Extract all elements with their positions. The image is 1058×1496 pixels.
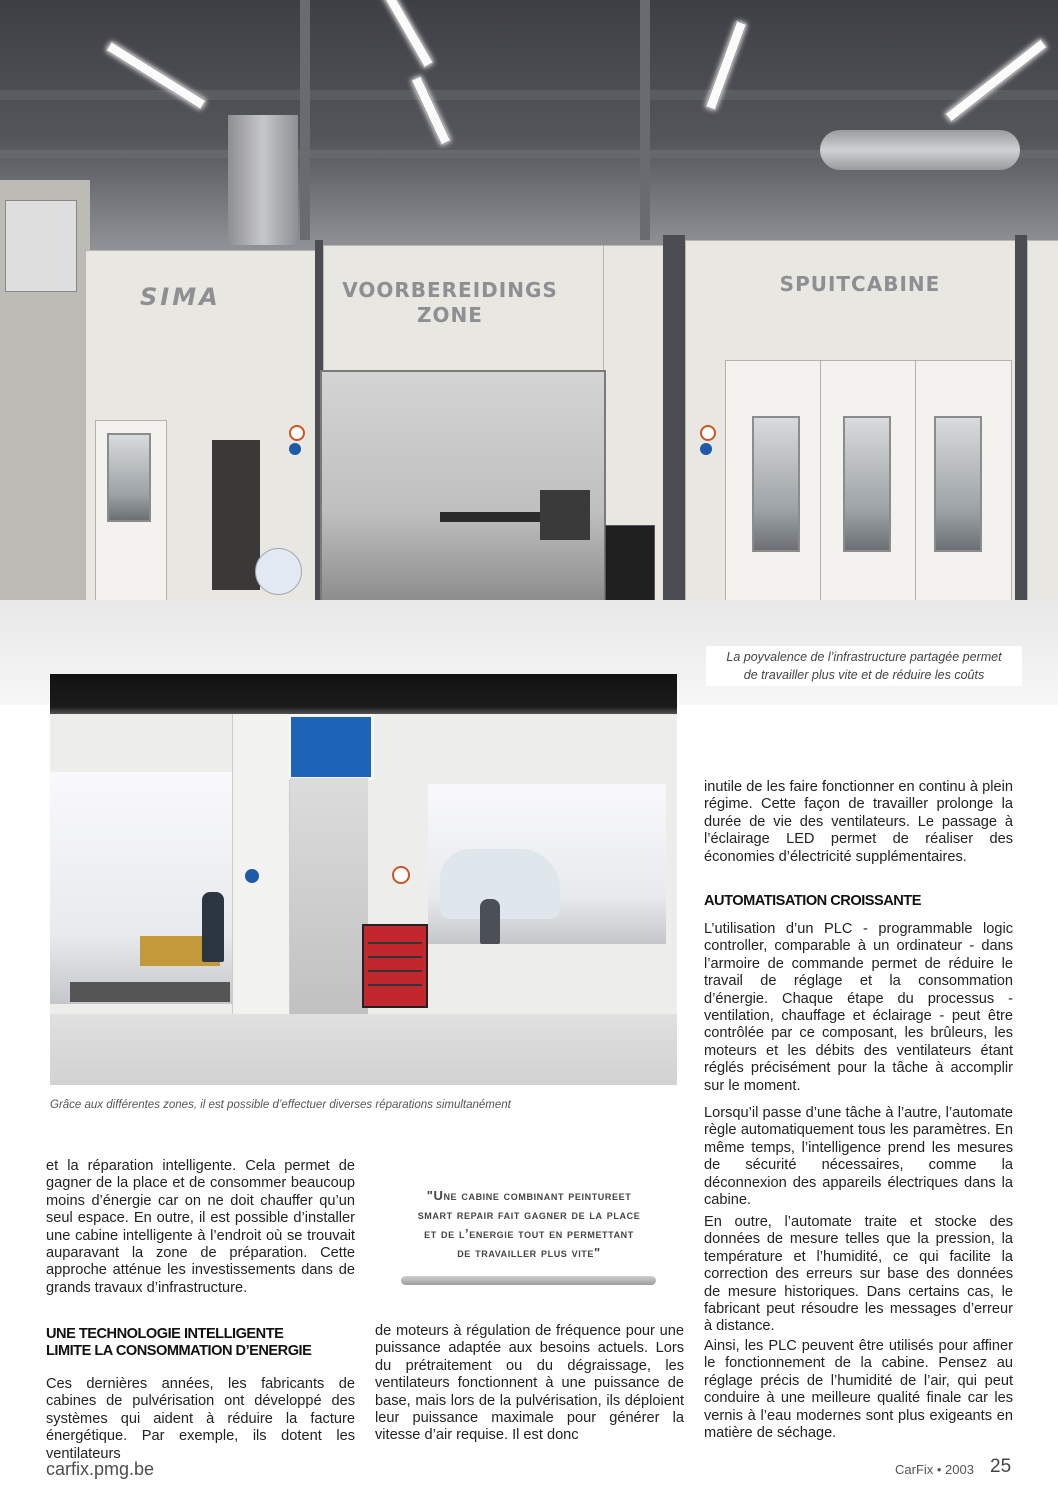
ceiling-light [945, 39, 1048, 123]
caption-middle-photo: Grâce aux différentes zones, il est possible d’effectuer diverses réparations simultanément [50, 1099, 511, 1111]
sign-preparation-line1: VOORBEREIDINGS [342, 278, 558, 302]
no-fire-icon [289, 425, 305, 441]
footer-magazine-issue: CarFix • 2003 [895, 1462, 974, 1477]
footer-website-link[interactable]: carfix.pmg.be [46, 1459, 155, 1479]
pull-quote [385, 1186, 673, 1262]
photo-booth-zones [50, 674, 677, 1085]
ventilation-duct [820, 130, 1020, 170]
center-pillar [232, 714, 290, 1029]
paper-roll [255, 548, 302, 595]
passage-window [288, 714, 374, 780]
column1-intro: et la réparation intelligente. Cela permet de gagner de la place et de consommer beaucoup moins d’énergie car on ne doit chauffer qu’un seul espace. En outre, il est possible d’installer une cabine intelligente à l’endroit où se trouvait auparavant la zone de préparation. Cette approche atténue les investissements dans de grands travaux d’infrastructure. [46, 1158, 355, 1296]
tool-cabinet [540, 490, 590, 540]
booth-pillar [663, 235, 685, 605]
ceiling-light [378, 0, 434, 68]
spray-booth-window [752, 416, 800, 552]
page-number: 25 [990, 1456, 1012, 1477]
heading1-line2: LIMITE LA CONSOMMATION D’ENERGIE [46, 1343, 312, 1359]
column1-body: Ces dernières années, les fabricants de cabines de pulvérisation ont développé des systèmes qui aident à réduire la facture énergétique. Par exemple, ils dotent les ventilateurs [46, 1376, 355, 1462]
column3-paragraph4: En outre, l’automate traite et stocke des données de mesure telles que la pression, la température et l’humidité, ce qui facilite la correction des erreurs sur base des données de mesure historiques. Dans certains cas, le fabricant peut résoudre les messages d’erreur à distance. [704, 1214, 1013, 1335]
left-repair-zone [50, 772, 232, 1004]
sima-logo: SIMA [140, 283, 221, 311]
quote-line3: et de l’energie tout en permettant [424, 1226, 634, 1241]
sign-preparation-zone [330, 278, 570, 328]
ceiling-light [411, 76, 451, 146]
spray-booth-window [934, 416, 982, 552]
mandatory-icon [289, 443, 301, 455]
cart-drawer [368, 984, 422, 986]
ceiling-beam [300, 0, 310, 240]
ceiling-beam [640, 0, 650, 240]
column3-paragraph5: Ainsi, les PLC peuvent être utilisés pour affiner le fonctionnement de la cabine. Pensez au réglage précis de l’humidité de l’air, qui peut conduire à une meilleure qualité finale car les vernis à l’eau modernes sont plus exigeants en matière de séchage. [704, 1338, 1013, 1442]
caption-top-photo [706, 646, 1022, 686]
control-panel [212, 440, 260, 590]
photo-paint-booth-facility [0, 0, 1058, 705]
mandatory-icon [700, 443, 712, 455]
work-table [440, 512, 545, 522]
heading-automation: AUTOMATISATION CROISSANTE [704, 893, 921, 909]
booth-floor [50, 1014, 677, 1085]
cart-drawer [368, 956, 422, 958]
column2-body: de moteurs à régulation de fréquence pour une puissance adaptée aux besoins actuels. Lors du prétraitement ou du dégraissage, les ventilateurs fonctionnent à une puissance de base, mais lors de la pulvérisation, ils déploient leur puissance maximale pour générer la vitesse d’air requise. Il est donc [375, 1323, 684, 1444]
column3-paragraph2: L’utilisation d’un PLC - programmable logic controller, comparable à un ordinateur - dans l’armoire de commande permet de réduire le travail de réglage et la consommation d’énergie. Chaque étape du processus - ventilation, chauffage et éclairage - peut être contrôlée par ce composant, les brûleurs, les moteurs et les débits des ventilateurs étant réglés précisément pour la tâche à accomplir sur le moment. [704, 921, 1013, 1094]
quote-line1: "Une cabine combinant peintureet [426, 1188, 632, 1203]
no-fire-icon [392, 866, 410, 884]
car-under-cover [440, 849, 560, 919]
heading1-line1: UNE TECHNOLOGIE INTELLIGENTE [46, 1326, 284, 1342]
caption-top-line2: de travailler plus vite et de réduire les coûts [743, 668, 985, 682]
booth-wall-far-right [1027, 240, 1058, 612]
quote-line4: de travailler plus vite" [457, 1245, 601, 1260]
left-zone-grate [70, 982, 230, 1002]
sign-preparation-line2: ZONE [417, 303, 483, 327]
column3-paragraph1: inutile de les faire fonctionner en continu à plein régime. Cette façon de travailler prolonge la durée de vie des ventilateurs. Le passage à l’éclairage LED permet de réaliser des économies d’électricité supplémentaires. [704, 779, 1013, 865]
column3-paragraph3: Lorsqu’il passe d’une tâche à l’autre, l’automate règle automatiquement tous les paramètres. En même temps, l’intelligence prend les mesures de sécurité nécessaires, comme la déconnexion des appareils électriques dans la cabine. [704, 1105, 1013, 1209]
spray-booth-window [843, 416, 891, 552]
ceiling-beam [0, 90, 1058, 100]
red-tool-cart [362, 924, 428, 1008]
quote-divider [401, 1276, 656, 1285]
mechanic [202, 892, 224, 962]
mandatory-icon [245, 869, 259, 883]
heading-intelligent-technology [46, 1326, 366, 1360]
painter [480, 899, 500, 944]
preparation-zone-opening [320, 370, 606, 606]
quote-line2: smart repair fait gagner de la place [417, 1207, 641, 1222]
booth-pillar [1015, 235, 1027, 610]
caption-top-line1: La poyvalence de l’infrastructure partagée permet [726, 650, 1002, 664]
passage [290, 778, 368, 1028]
no-fire-icon [700, 425, 716, 441]
ventilation-duct [228, 115, 298, 245]
cart-drawer [368, 970, 422, 972]
sign-spray-booth: SPUITCABINE [779, 272, 941, 296]
heater-unit [5, 200, 77, 292]
left-door-window [107, 433, 151, 522]
tool-cart [605, 525, 655, 605]
cart-drawer [368, 942, 422, 944]
